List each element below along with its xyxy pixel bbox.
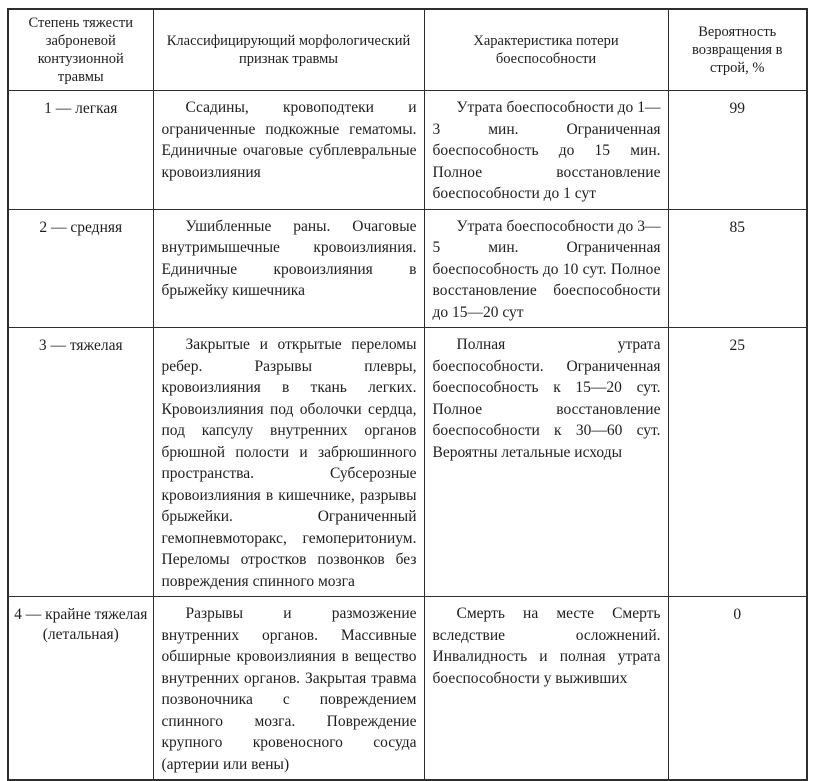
probability-cell: 0 — [668, 597, 807, 781]
grade-cell: 1 — легкая — [8, 91, 153, 210]
table-row — [8, 328, 807, 597]
probability-cell: 85 — [668, 209, 807, 328]
table-row — [8, 597, 807, 781]
combat-loss-cell: Смерть на месте Смерть вследствие осложнений. Инвалидность и полная утрата боеспособности у выживших — [424, 597, 668, 781]
header-severity-grade: Степень тяжести заброневой контузионной травмы — [8, 9, 153, 91]
header-morphological-sign: Классифицирующий морфологический признак травмы — [153, 9, 424, 91]
table-row — [8, 91, 807, 210]
combat-loss-cell: Утрата боеспособности до 1—3 мин. Ограниченная боеспособность до 15 мин. Полное восстановление боеспособности до 1 сут — [424, 91, 668, 210]
morphology-cell: Закрытые и открытые переломы ребер. Разрывы плевры, кровоизлияния в ткань легких. Кровоизлияния под оболочки сердца, под капсулу внутренних органов брюшной полости и забрюшинного пространства. Субсерозные кровоизлияния в кишечнике, разрывы брыжейки. Ограниченный гемопневмоторакс, гемоперитониум. Переломы отростков позвонков без повреждения спинного мозга — [153, 328, 424, 597]
table-header-row — [8, 9, 807, 91]
morphology-cell: Ушибленные раны. Очаговые внутримышечные кровоизлияния. Единичные кровоизлияния в брыжейку кишечника — [153, 209, 424, 328]
header-combat-loss: Характеристика потери боеспособности — [424, 9, 668, 91]
grade-cell: 2 — средняя — [8, 209, 153, 328]
grade-cell: 3 — тяжелая — [8, 328, 153, 597]
trauma-severity-table — [7, 8, 808, 781]
table-row — [8, 209, 807, 328]
probability-cell: 25 — [668, 328, 807, 597]
header-return-probability: Вероятность возвращения в строй, % — [668, 9, 807, 91]
morphology-cell: Разрывы и размозжение внутренних органов. Массивные обширные кровоизлияния в вещество внутренних органов. Закрытая травма позвоночника с повреждением спинного мозга. Повреждение крупного кровеносного сосуда (артерии или вены) — [153, 597, 424, 781]
morphology-cell: Ссадины, кровоподтеки и ограниченные подкожные гематомы. Единичные очаговые субплевральные кровоизлияния — [153, 91, 424, 210]
grade-cell: 4 — крайне тяжелая (летальная) — [8, 597, 153, 781]
combat-loss-cell: Полная утрата боеспособности. Ограниченная боеспособность к 15—20 сут. Полное восстановление боеспособности к 30—60 сут. Вероятны летальные исходы — [424, 328, 668, 597]
probability-cell: 99 — [668, 91, 807, 210]
combat-loss-cell: Утрата боеспособности до 3—5 мин. Ограниченная боеспособность до 10 сут. Полное восстановление боеспособности до 15—20 сут — [424, 209, 668, 328]
